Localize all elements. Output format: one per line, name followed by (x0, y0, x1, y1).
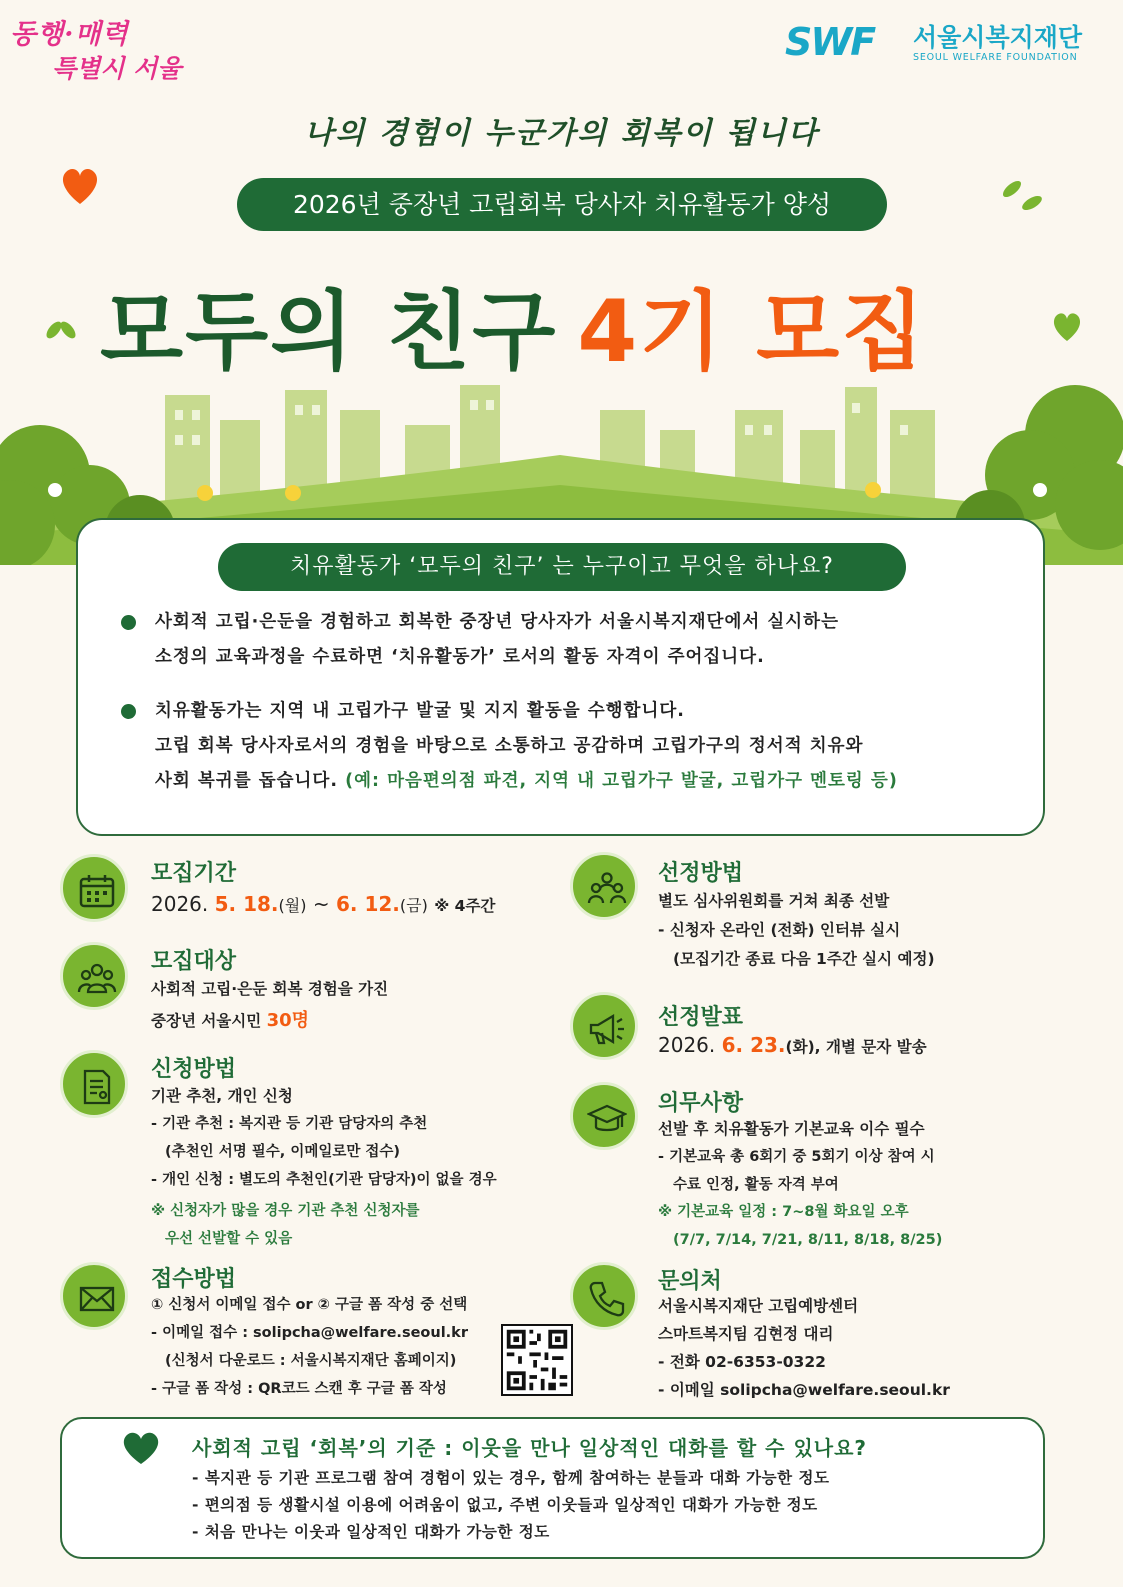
criteria-line2: - 편의점 등 생활시설 이용에 어려움이 없고, 주변 이웃들과 일상적인 대화가 가능한 정도 (192, 1496, 818, 1514)
receipt-line3: (신청서 다운로드 : 서울시복지재단 홈페이지) (165, 1353, 457, 1369)
swf-sub: SEOUL WELFARE FOUNDATION (913, 52, 1078, 63)
apply-note2: 우선 선발할 수 있음 (165, 1231, 293, 1247)
criteria-line3: - 처음 만나는 이웃과 일상적인 대화가 가능한 정도 (192, 1523, 550, 1541)
duty-title: 의무사항 (658, 1091, 744, 1116)
heart-icon (58, 164, 102, 208)
duty-line1: 선발 후 치유활동가 기본교육 이수 필수 (658, 1120, 925, 1138)
subtitle-banner: 2026년 중장년 고립회복 당사자 치유활동가 양성 (237, 178, 887, 231)
announce-day: 6. 23. (721, 1033, 786, 1057)
contact-phone: - 전화 02-6353-0322 (658, 1353, 826, 1371)
leaf-icon (42, 312, 82, 352)
receipt-line2: - 이메일 접수 : solipcha@welfare.seoul.kr (151, 1325, 468, 1341)
duty-note2: (7/7, 7/14, 7/21, 8/11, 8/18, 8/25) (673, 1232, 943, 1248)
main-title-text: 모두의 친구 (100, 282, 558, 382)
heart-icon (120, 1430, 162, 1466)
period-end-day: (금) (399, 896, 428, 915)
seoul-welfare-foundation-logo (785, 18, 1105, 68)
selection-line2: - 신청자 온라인 (전화) 인터뷰 실시 (658, 921, 901, 939)
seoul-logo-line2: 특별시 서울 (52, 54, 182, 83)
target-count: 30명 (266, 1010, 310, 1031)
slogan: 나의 경험이 누군가의 회복이 됩니다 (304, 116, 819, 151)
apply-line1: 기관 추천, 개인 신청 (151, 1087, 293, 1105)
announce-year: 2026. (658, 1033, 716, 1057)
intro-paragraph-1 (155, 605, 1015, 675)
qr-code[interactable] (501, 1324, 573, 1396)
apply-line2: - 기관 추천 : 복지관 등 기관 담당자의 추천 (151, 1116, 428, 1132)
period-dates (151, 892, 495, 916)
target-line2: 중장년 서울시민 (151, 1012, 262, 1030)
seoul-city-logo (10, 12, 210, 85)
intro-p2-line2: 고립 회복 당사자로서의 경험을 바탕으로 소통하고 공감하며 고립가구의 정서적 치유와 (155, 736, 864, 756)
receipt-title: 접수방법 (151, 1267, 237, 1292)
intro-p2-line3-text: 사회 복귀를 돕습니다. (155, 771, 338, 791)
period-title: 모집기간 (151, 861, 237, 886)
receipt-line1: ① 신청서 이메일 접수 or ② 구글 폼 작성 중 선택 (151, 1297, 468, 1313)
calendar-icon (60, 854, 128, 922)
period-start: 5. 18. (214, 892, 279, 916)
graduation-cap-icon (570, 1082, 638, 1150)
criteria-line1: - 복지관 등 기관 프로그램 참여 경험이 있는 경우, 함께 참여하는 분들과 대화 가능한 정도 (192, 1469, 830, 1487)
apply-title: 신청방법 (151, 1057, 237, 1082)
intro-p2-line3 (155, 764, 1015, 799)
selection-title: 선정방법 (658, 861, 744, 886)
leaf-icon (1000, 175, 1050, 215)
people-icon (60, 942, 128, 1010)
main-title-accent: 4기 모집 (577, 282, 927, 382)
intro-p2-line1: 치유활동가는 지역 내 고립가구 발굴 및 지지 활동을 수행합니다. (155, 701, 685, 721)
mail-icon (60, 1262, 128, 1330)
period-sep: ~ (312, 892, 330, 916)
contact-line2: 스마트복지팀 김현정 대리 (658, 1325, 834, 1343)
megaphone-icon (570, 992, 638, 1060)
team-icon (570, 852, 638, 920)
swf-mark: SWF (785, 20, 875, 64)
intro-p1-line1: 사회적 고립·은둔을 경험하고 회복한 중장년 당사자가 서울시복지재단에서 실시하는 (155, 612, 839, 632)
announce-date (658, 1033, 927, 1057)
period-start-day: (월) (278, 896, 307, 915)
target-line1: 사회적 고립·은둔 회복 경험을 가진 (151, 980, 389, 998)
duty-line2: - 기본교육 총 6회기 중 5회기 이상 참여 시 (658, 1149, 935, 1165)
swf-name: 서울시복지재단 (913, 23, 1083, 52)
heart-icon (1050, 310, 1084, 344)
announce-rest: (화), 개별 문자 발송 (785, 1038, 927, 1056)
target-title: 모집대상 (151, 949, 237, 974)
selection-line3: (모집기간 종료 다음 1주간 실시 예정) (673, 950, 935, 968)
selection-line1: 별도 심사위원회를 거쳐 최종 선발 (658, 892, 890, 910)
apply-line3: (추천인 서명 필수, 이메일로만 접수) (165, 1144, 401, 1160)
duty-note1: ※ 기본교육 일정 : 7~8월 화요일 오후 (658, 1204, 909, 1220)
period-year: 2026. (151, 892, 209, 916)
apply-note1: ※ 신청자가 많을 경우 기관 추천 신청자를 (151, 1203, 420, 1219)
intro-p2-examples: (예: 마음편의점 파견, 지역 내 고립가구 발굴, 고립가구 멘토링 등) (345, 771, 898, 791)
criteria-title: 사회적 고립 ‘회복’의 기준 : 이웃을 만나 일상적인 대화를 할 수 있나요? (192, 1436, 868, 1460)
duty-line3: 수료 인정, 활동 자격 부여 (673, 1177, 839, 1193)
receipt-line4: - 구글 폼 작성 : QR코드 스캔 후 구글 폼 작성 (151, 1381, 447, 1397)
phone-icon (570, 1262, 638, 1330)
contact-title: 문의처 (658, 1269, 722, 1294)
contact-email: - 이메일 solipcha@welfare.seoul.kr (658, 1381, 950, 1399)
intro-paragraph-2 (155, 694, 1015, 799)
document-icon (60, 1050, 128, 1118)
bullet-dot (121, 704, 136, 719)
intro-p1-line2: 소정의 교육과정을 수료하면 ‘치유활동가’ 로서의 활동 자격이 주어집니다. (155, 647, 765, 667)
contact-line1: 서울시복지재단 고립예방센터 (658, 1297, 859, 1315)
period-note: ※ 4주간 (434, 897, 496, 915)
seoul-logo-line1: 동행·매력 (10, 19, 129, 50)
target-line2-wrap (151, 1006, 309, 1036)
period-end: 6. 12. (335, 892, 400, 916)
bullet-dot (121, 615, 136, 630)
apply-line4: - 개인 신청 : 별도의 추천인(기관 담당자)이 없을 경우 (151, 1172, 497, 1188)
intro-question: 치유활동가 ‘모두의 친구’ 는 누구이고 무엇을 하나요? (218, 543, 906, 591)
announce-title: 선정발표 (658, 1005, 744, 1030)
